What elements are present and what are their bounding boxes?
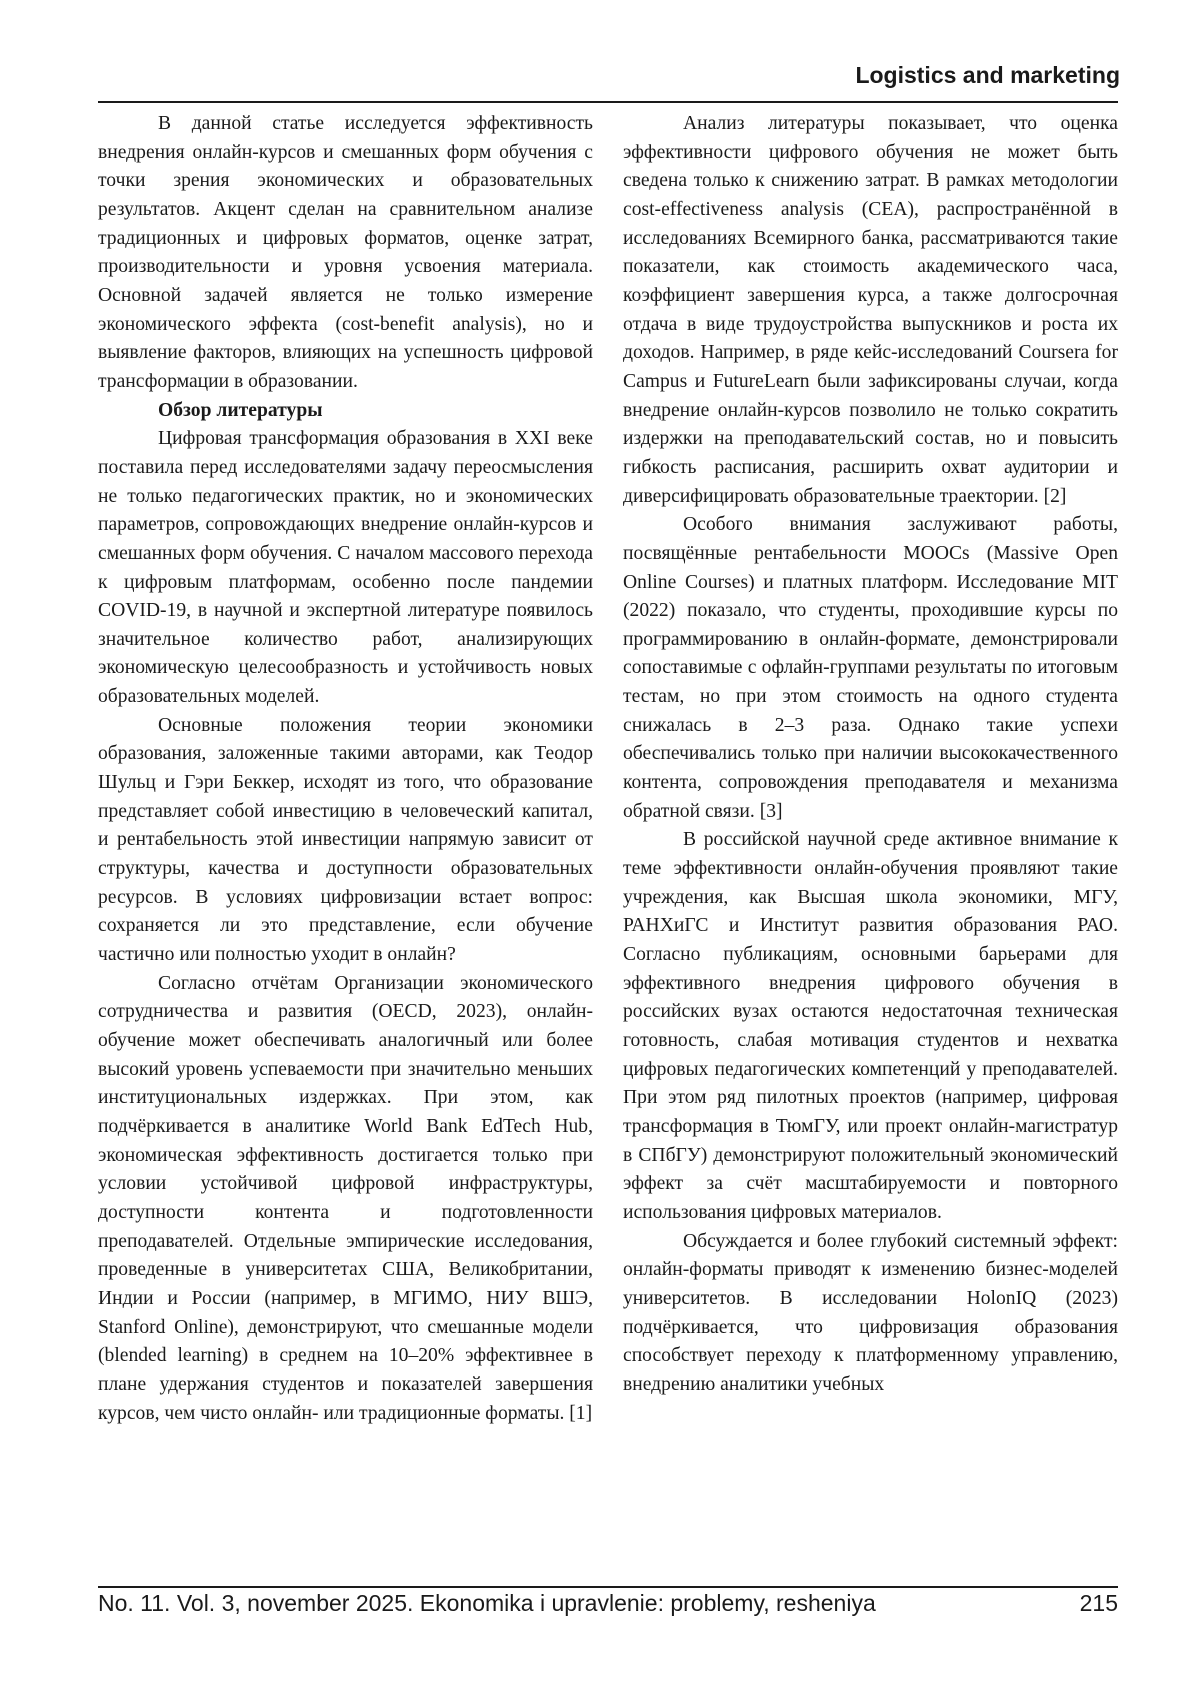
- paragraph: Особого внимания заслуживают работы, посвящённые рентабельности MOOCs (Massive Open Online Courses) и платных платформ. Исследование MIT (2022) показало, что студенты, проходившие курсы по программированию в онлайн-формате, демонстрировали сопоставимые с офлайн-группами результаты по итоговым тестам, но при этом стоимость на одного студента снижалась в 2–3 раза. Однако такие успехи обеспечивались только при наличии высококачественного контента, сопровождения преподавателя и механизма обратной связи. [3]: [623, 514, 1118, 822]
- left-column: [98, 110, 593, 1428]
- journal-info: No. 11. Vol. 3, november 2025. Ekonomika i upravlenie: problemy, resheniya: [98, 1590, 876, 1616]
- paragraph: В данной статье исследуется эффективность внедрения онлайн-курсов и смешанных форм обучения с точки зрения экономических и образовательных результатов. Акцент сделан на сравнительном анализе традиционных и цифровых форматов, оценке затрат, производительности и уровня усвоения материала. Основной задачей является не только измерение экономического эффекта (cost-benefit analysis), но и выявление факторов, влияющих на успешность цифровой трансформации в образовании.: [98, 113, 593, 392]
- paragraph: Анализ литературы показывает, что оценка эффективности цифрового обучения не может быть сведена только к снижению затрат. В рамках методологии cost-effectiveness analysis (CEA), распространённой в исследованиях Всемирного банка, рассматриваются такие показатели, как стоимость академического часа, коэффициент завершения курса, а также долгосрочная отдача в виде трудоустройства выпускников и роста их доходов. Например, в ряде кейс-исследований Coursera for Campus и FutureLearn были зафиксированы случаи, когда внедрение онлайн-курсов позволило не только сократить издержки на преподавательский состав, но и повысить гибкость расписания, расширить охват аудитории и диверсифицировать образовательные траектории. [2]: [623, 113, 1118, 507]
- paragraph: Обсуждается и более глубокий системный эффект: онлайн-форматы приводят к изменению бизнес-моделей университетов. В исследовании HolonIQ (2023) подчёркивается, что цифровизация образования способствует переходу к платформенному управлению, внедрению аналитики учебных: [623, 1230, 1118, 1395]
- paragraph: Основные положения теории экономики образования, заложенные такими авторами, как Теодор Шульц и Гэри Беккер, исходят из того, что образование представляет собой инвестицию в человеческий капитал, и рентабельность этой инвестиции напрямую зависит от структуры, качества и доступности образовательных ресурсов. В условиях цифровизации встает вопрос: сохраняется ли это представление, если обучение частично или полностью уходит в онлайн?: [98, 714, 593, 966]
- right-column: [623, 110, 1118, 1400]
- page-footer: [98, 1590, 1118, 1617]
- header-rule: [98, 101, 1118, 103]
- section-heading: Обзор литературы: [158, 399, 323, 421]
- running-head: Logistics and marketing: [855, 62, 1120, 88]
- paragraph: Согласно отчётам Организации экономического сотрудничества и развития (OECD, 2023), онлайн-обучение может обеспечивать аналогичный или более высокий уровень успеваемости при значительно меньших институциональных издержках. При этом, как подчёркивается в аналитике World Bank EdTech Hub, экономическая эффективность достигается только при условии устойчивой цифровой инфраструктуры, доступности контента и подготовленности преподавателей. Отдельные эмпирические исследования, проведенные в университетах США, Великобритании, Индии и России (например, в МГИМО, НИУ ВШЭ, Stanford Online), демонстрируют, что смешанные модели (blended learning) в среднем на 10–20% эффективнее в плане удержания студентов и показателей завершения курсов, чем чисто онлайн- или традиционные форматы. [1]: [98, 972, 593, 1424]
- footer-rule: [98, 1586, 1118, 1588]
- page-number: 215: [1079, 1590, 1118, 1616]
- paragraph: Цифровая трансформация образования в XXI веке поставила перед исследователями задачу переосмысления не только педагогических практик, но и экономических параметров, сопровождающих внедрение онлайн-курсов и смешанных форм обучения. С началом массового перехода к цифровым платформам, особенно после пандемии COVID-19, в научной и экспертной литературе появилось значительное количество работ, анализирующих экономическую целесообразность и устойчивость новых образовательных моделей.: [98, 428, 593, 708]
- paragraph: В российской научной среде активное внимание к теме эффективности онлайн-обучения проявляют такие учреждения, как Высшая школа экономики, МГУ, РАНХиГС и Институт развития образования РАО. Согласно публикациям, основными барьерами для эффективного внедрения цифрового обучения в российских вузах остаются недостаточная техническая готовность, слабая мотивация студентов и нехватка цифровых педагогических компетенций у преподавателей. При этом ряд пилотных проектов (например, цифровая трансформация в ТюмГУ, или проект онлайн-магистратур в СПбГУ) демонстрируют положительный экономический эффект за счёт масштабируемости и повторного использования цифровых материалов.: [623, 829, 1118, 1223]
